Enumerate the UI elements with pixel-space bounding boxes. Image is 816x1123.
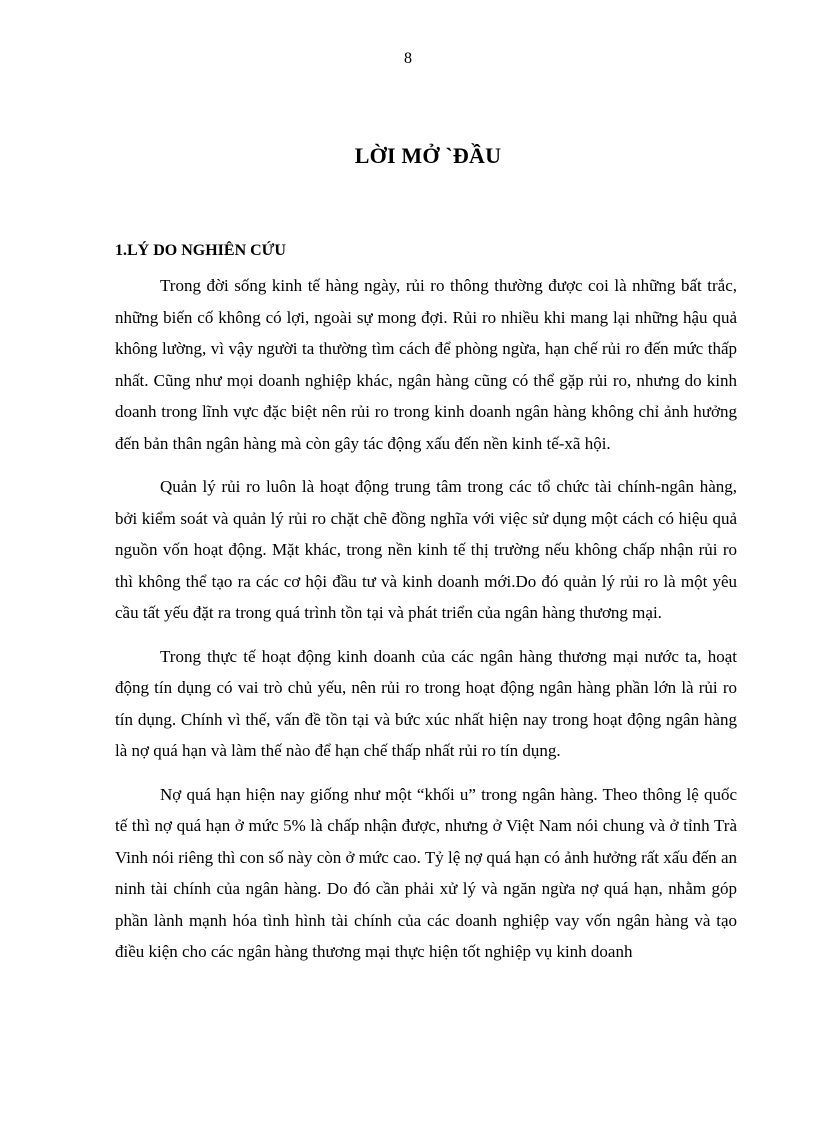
page-number: 8 — [404, 50, 412, 67]
paragraph: Trong thực tế hoạt động kinh doanh của các ngân hàng thương mại nước ta, hoạt động tín dụng có vai trò chủ yếu, nên rủi ro trong hoạt động ngân hàng phần lớn là rủi ro tín dụng. Chính vì thế, vấn đề tồn tại và bức xúc nhất hiện nay trong hoạt động ngân hàng là nợ quá hạn và làm thế nào để hạn chế thấp nhất rủi ro tín dụng. — [115, 646, 737, 760]
body-text — [115, 270, 737, 980]
page-title: LỜI MỞ `ĐẦU — [354, 143, 502, 168]
paragraph: Trong đời sống kinh tế hàng ngày, rủi ro thông thường được coi là những bất trắc, những biến cố không có lợi, ngoài sự mong đợi. Rủi ro nhiều khi mang lại những hậu quả không lường, vì vậy người ta thường tìm cách để phòng ngừa, hạn chế rủi ro đến mức thấp nhất. Cũng như mọi doanh nghiệp khác, ngân hàng cũng có thể gặp rủi ro, nhưng do kinh doanh trong lĩnh vực đặc biệt nên rủi ro trong kinh doanh ngân hàng không chỉ ảnh hưởng đến bản thân ngân hàng mà còn gây tác động xấu đến nền kinh tế-xã hội. — [115, 276, 737, 453]
paragraph: Quản lý rủi ro luôn là hoạt động trung tâm trong các tổ chức tài chính-ngân hàng, bởi kiểm soát và quản lý rủi ro chặt chẽ đồng nghĩa với việc sử dụng một cách có hiệu quả nguồn vốn hoạt động. Mặt khác, trong nền kinh tế thị trường nếu không chấp nhận rủi ro thì không thể tạo ra các cơ hội đầu tư và kinh doanh mới.Do đó quản lý rủi ro là một yêu cầu tất yếu đặt ra trong quá trình tồn tại và phát triển của ngân hàng thương mại. — [115, 477, 737, 622]
section-heading: 1.LÝ DO NGHIÊN CỨU — [115, 242, 286, 259]
paragraph: Nợ quá hạn hiện nay giống như một “khối u” trong ngân hàng. Theo thông lệ quốc tế thì nợ quá hạn ở mức 5% là chấp nhận được, nhưng ở Việt Nam nói chung và ở tỉnh Trà Vinh nói riêng thì con số này còn ở mức cao. Tỷ lệ nợ quá hạn có ảnh hưởng rất xấu đến an ninh tài chính của ngân hàng. Do đó cần phải xử lý và ngăn ngừa nợ quá hạn, nhằm góp phần lành mạnh hóa tình hình tài chính của các doanh nghiệp vay vốn ngân hàng và tạo điều kiện cho các ngân hàng thương mại thực hiện tốt nghiệp vụ kinh doanh — [115, 784, 737, 961]
